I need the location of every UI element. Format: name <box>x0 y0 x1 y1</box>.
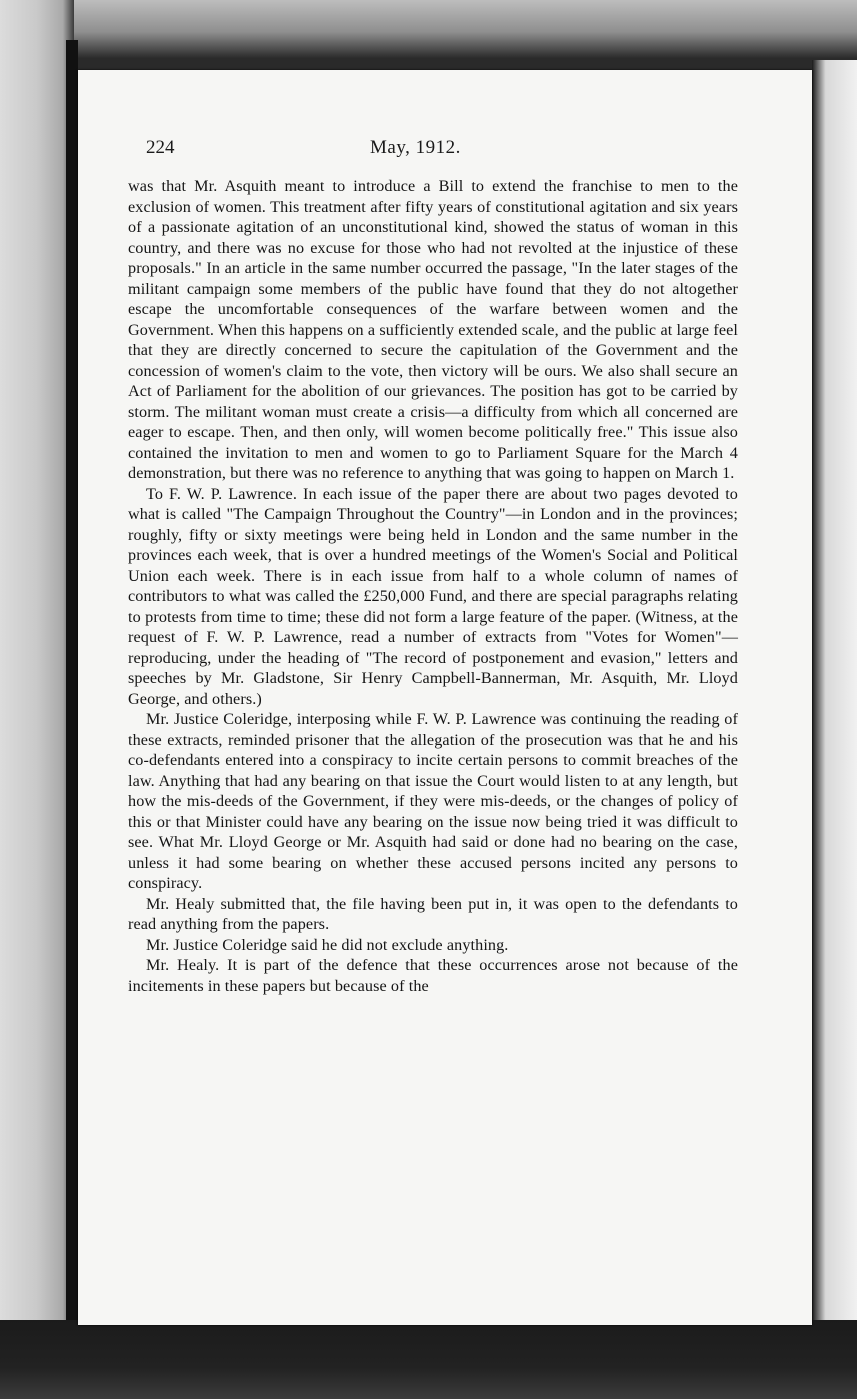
scan-bottom-edge <box>0 1320 857 1399</box>
scan-right-page-edge <box>812 60 857 1330</box>
scan-top-edge <box>0 0 857 58</box>
book-gutter <box>66 40 78 1380</box>
page-number: 224 <box>146 137 175 158</box>
page-header <box>146 137 766 161</box>
paragraph: To F. W. P. Lawrence. In each issue of the paper there are about two pages devoted to what is called "The Campaign Throughout the Country"—in London and in the provinces; roughly, fifty or sixty meetings were being held in London and the same number in the provinces each week, that is over a hundred meetings of the Women's Social and Political Union each week. There is in each issue from half to a whole column of names of contributors to what was called the £250,000 Fund, and there are special paragraphs relating to protests from time to time; these did not form a large feature of the paper. (Witness, at the request of F. W. P. Lawrence, read a number of extracts from "Votes for Women"—reproducing, under the heading of "The record of postponement and evasion," letters and speeches by Mr. Gladstone, Sir Henry Campbell-Bannerman, Mr. Asquith, Mr. Lloyd George, and others.) <box>128 484 738 708</box>
paragraph: Mr. Justice Coleridge said he did not exclude anything. <box>146 935 509 954</box>
running-head: May, 1912. <box>370 137 461 158</box>
scan-left-margin <box>0 0 74 1399</box>
page-body <box>128 176 738 996</box>
paragraph: Mr. Healy. It is part of the defence that these occurrences arose not because of the incitements in these papers but because of the <box>128 956 738 995</box>
paragraph: was that Mr. Asquith meant to introduce a Bill to extend the franchise to men to the exclusion of women. This treatment after fifty years of constitutional agitation and six years of a passionate agitation of an unconstitutional kind, showed the status of woman in this country, and there was no excuse for those who had not revolted at the injustice of these proposals." In an article in the same number occurred the passage, "In the later stages of the militant campaign some members of the public have found that they do not altogether escape the uncomfortable consequences of the warfare between women and the Government. When this happens on a sufficiently extended scale, and the public at large feel that they are directly concerned to secure the capitulation of the Government and the concession of women's claim to the vote, then victory will be ours. We also shall secure an Act of Parliament for the abolition of our grievances. The position has got to be carried by storm. The militant woman must create a crisis—a difficulty from which all concerned are eager to escape. Then, and then only, will women become politically free." This issue also contained the invitation to men and women to go to Parliament Square for the March 4 demonstration, but there was no reference to anything that was going to happen on March 1. <box>128 177 738 482</box>
paragraph: Mr. Healy submitted that, the file having been put in, it was open to the defendants to read anything from the papers. <box>128 894 738 933</box>
paragraph: Mr. Justice Coleridge, interposing while F. W. P. Lawrence was continuing the reading of these extracts, reminded prisoner that the allegation of the prosecution was that he and his co-defendants entered into a conspiracy to incite certain persons to commit breaches of the law. Anything that had any bearing on that issue the Court would listen to at any length, but how the mis-deeds of the Government, if they were mis-deeds, or the changes of policy of this or that Minister could have any bearing on the issue now being tried it was difficult to see. What Mr. Lloyd George or Mr. Asquith had said or done had no bearing on the case, unless it had some bearing on whether these accused persons incited any persons to conspiracy. <box>128 710 738 892</box>
